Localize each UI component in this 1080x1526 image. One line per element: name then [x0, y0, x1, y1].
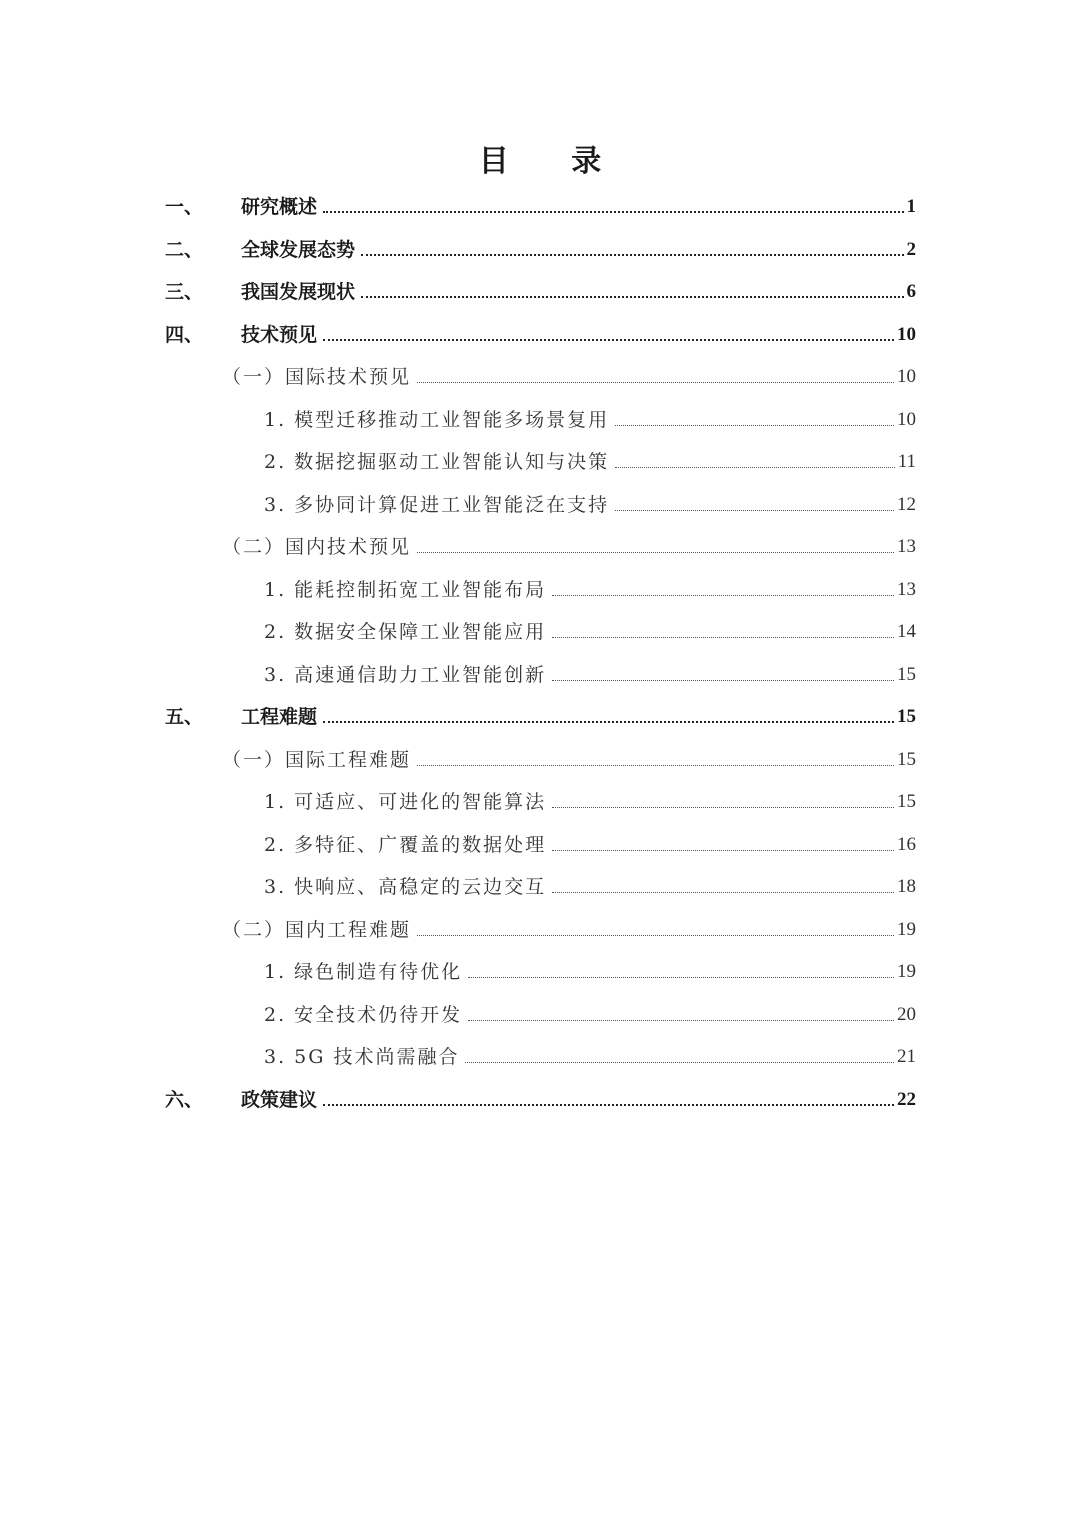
- toc-entry-label: 3. 5G 技术尚需融合: [264, 1046, 460, 1068]
- dot-leader: [552, 807, 894, 808]
- toc-entry-label: 2. 安全技术仍待开发: [264, 1003, 463, 1026]
- dot-leader: [615, 467, 895, 468]
- toc-entry[interactable]: [264, 486, 916, 516]
- toc-entry-page-number: 19: [897, 918, 916, 940]
- toc-entry-page-number: 12: [897, 493, 916, 515]
- dot-leader: [323, 339, 894, 341]
- dot-leader: [552, 680, 894, 681]
- toc-entry-label: 1. 绿色制造有待优化: [264, 961, 463, 983]
- toc-entry[interactable]: [264, 783, 916, 813]
- toc-entry[interactable]: [222, 741, 916, 771]
- toc-entry[interactable]: [165, 188, 916, 218]
- dot-leader: [417, 552, 894, 553]
- toc-entry[interactable]: [165, 698, 916, 728]
- toc-entry-label: （二）国内技术预见: [222, 536, 412, 558]
- dot-leader: [552, 637, 894, 638]
- toc-entry-page-number: 15: [897, 748, 916, 770]
- toc-entry[interactable]: [222, 358, 916, 388]
- dot-leader: [417, 765, 894, 766]
- toc-entry-page-number: 11: [897, 451, 916, 472]
- dot-leader: [468, 977, 894, 978]
- toc-entry[interactable]: [165, 231, 916, 261]
- dot-leader: [323, 1104, 894, 1106]
- page-title: 目 录: [478, 144, 628, 179]
- toc-entry[interactable]: [264, 571, 916, 601]
- dot-leader: [552, 595, 894, 596]
- toc-entry-page-number: 10: [897, 323, 916, 345]
- toc-entry-label: 1. 能耗控制拓宽工业智能布局: [264, 578, 547, 601]
- toc-entry-page-number: 1: [906, 196, 916, 217]
- dot-leader: [361, 296, 903, 298]
- toc-entry-page-number: 16: [897, 833, 916, 855]
- dot-leader: [417, 935, 894, 936]
- toc-entry-page-number: 2: [906, 238, 916, 260]
- toc-entry[interactable]: [264, 656, 916, 686]
- toc-entry-label: 全球发展态势: [241, 238, 356, 261]
- toc-entry[interactable]: [264, 996, 916, 1026]
- toc-entry-page-number: 15: [897, 663, 916, 685]
- toc-entry[interactable]: [222, 911, 916, 941]
- toc-entry-number: 二、: [165, 238, 204, 261]
- toc-entry-label: 我国发展现状: [241, 281, 356, 303]
- toc-entry-label: 工程难题: [241, 706, 318, 728]
- dot-leader: [552, 892, 894, 893]
- toc-entry-label: 研究概述: [241, 196, 318, 218]
- toc-entry-label: 1. 可适应、可进化的智能算法: [264, 791, 547, 813]
- toc-entry-label: 2. 多特征、广覆盖的数据处理: [264, 833, 547, 856]
- toc-entry-page-number: 13: [897, 578, 916, 600]
- toc-entry-page-number: 10: [897, 408, 916, 430]
- toc-entry-page-number: 21: [897, 1046, 916, 1067]
- toc-entry-label: 2. 数据挖掘驱动工业智能认知与决策: [264, 451, 610, 473]
- toc-entry-page-number: 6: [906, 281, 916, 302]
- toc-entry[interactable]: [264, 953, 916, 983]
- toc-entry-page-number: 22: [897, 1088, 916, 1110]
- toc-entry[interactable]: [264, 1038, 916, 1068]
- dot-leader: [615, 510, 894, 511]
- dot-leader: [361, 254, 903, 256]
- toc-entry-label: 1. 模型迁移推动工业智能多场景复用: [264, 408, 610, 431]
- toc-entry[interactable]: [264, 868, 916, 898]
- toc-entry[interactable]: [264, 401, 916, 431]
- toc-entry-page-number: 18: [897, 876, 916, 897]
- toc-entry[interactable]: [264, 613, 916, 643]
- toc-entry[interactable]: [264, 443, 916, 473]
- toc-entry-label: 3. 高速通信助力工业智能创新: [264, 663, 547, 686]
- toc-entry-page-number: 15: [897, 791, 916, 812]
- dot-leader: [465, 1062, 894, 1063]
- toc-entry[interactable]: [165, 1081, 916, 1111]
- toc-entry-page-number: 13: [897, 536, 916, 557]
- toc-entry-page-number: 15: [897, 706, 916, 727]
- toc-entry[interactable]: [264, 826, 916, 856]
- toc-entry-page-number: 20: [897, 1003, 916, 1025]
- toc-entry-page-number: 19: [897, 961, 916, 982]
- dot-leader: [323, 211, 903, 213]
- toc-entry-number: 三、: [165, 281, 204, 303]
- toc-entry[interactable]: [165, 273, 916, 303]
- dot-leader: [552, 850, 894, 851]
- dot-leader: [468, 1020, 894, 1021]
- toc-entry-number: 六、: [165, 1088, 204, 1111]
- toc-entry-page-number: 14: [897, 621, 916, 642]
- toc-entry-label: 技术预见: [241, 323, 318, 346]
- toc-entry[interactable]: [222, 528, 916, 558]
- toc-entry-number: 一、: [165, 196, 204, 218]
- toc-entry[interactable]: [165, 316, 916, 346]
- toc-entry-number: 五、: [165, 706, 204, 728]
- toc-entry-number: 四、: [165, 323, 204, 346]
- toc-entry-label: 2. 数据安全保障工业智能应用: [264, 621, 547, 643]
- toc-entry-label: （一）国际技术预见: [222, 366, 412, 388]
- dot-leader: [615, 425, 894, 426]
- toc-entry-page-number: 10: [897, 366, 916, 387]
- toc-entry-label: （二）国内工程难题: [222, 918, 412, 941]
- dot-leader: [323, 721, 894, 723]
- toc-entry-label: （一）国际工程难题: [222, 748, 412, 771]
- dot-leader: [417, 382, 894, 383]
- toc-entry-label: 3. 多协同计算促进工业智能泛在支持: [264, 493, 610, 516]
- toc-entry-label: 3. 快响应、高稳定的云边交互: [264, 876, 547, 898]
- toc-entry-label: 政策建议: [241, 1088, 318, 1111]
